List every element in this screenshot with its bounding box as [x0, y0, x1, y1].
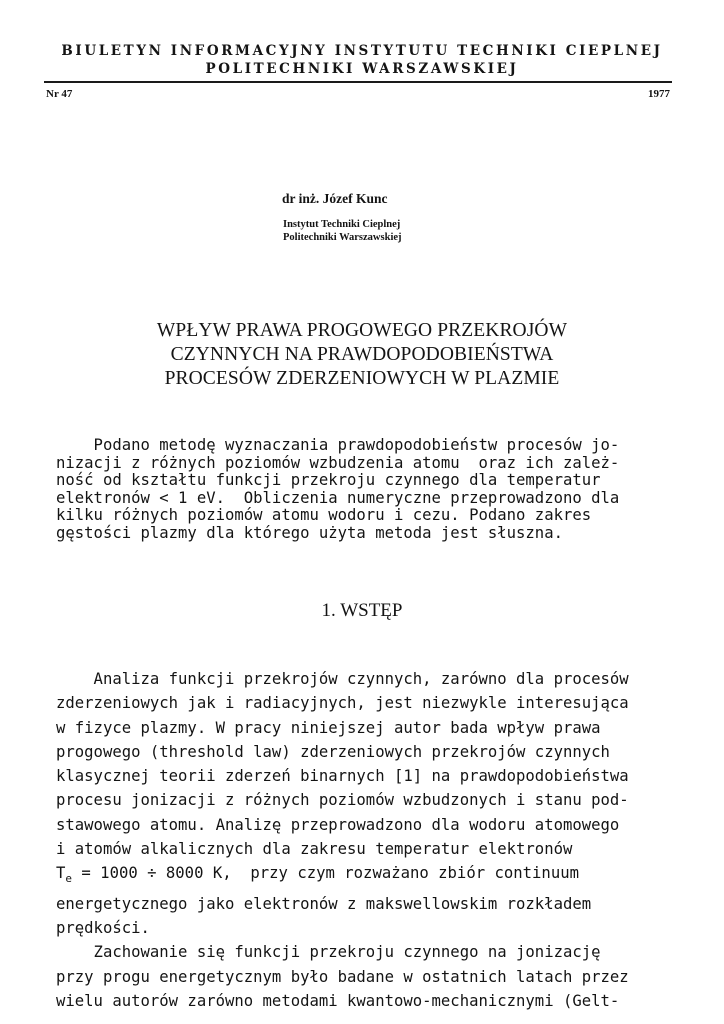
header-rule: [44, 81, 672, 83]
title-line2: CZYNNYCH NA PRAWDOPODOBIEŃSTWA: [170, 344, 554, 365]
body-line: zderzeniowych jak i radiacyjnych, jest niezwykle interesująca: [56, 694, 629, 713]
title-line1: WPŁYW PRAWA PROGOWEGO PRZEKROJÓW: [156, 320, 568, 341]
body-line: klasycznej teorii zderzeń binarnych [1] na prawdopodobieństwa: [56, 767, 629, 786]
abstract-line: gęstości plazmy dla którego użyta metoda jest słuszna.: [56, 523, 563, 542]
title-line3: PROCESÓW ZDERZENIOWYCH W PLAZMIE: [164, 368, 560, 389]
author-name: dr inż. Józef Kunc: [282, 191, 388, 206]
issue-number: Nr 47: [46, 88, 73, 100]
body-text: [56, 667, 629, 1013]
body-line: prędkości.: [56, 918, 150, 937]
affiliation-line1: Instytut Techniki Cieplnej: [283, 219, 401, 230]
body-line: stawowego atomu. Analizę przeprowadzono dla wodoru atomowego: [56, 815, 620, 834]
body-line: progowego (threshold law) zderzeniowych przekrojów czynnych: [56, 742, 610, 761]
body-line: i atomów alkalicznych dla zakresu temperatur elektronów: [56, 840, 573, 859]
body-line: wielu autorów zarówno metodami kwantowo-mechanicznymi (Gelt-: [56, 991, 620, 1010]
body-line: Analiza funkcji przekrojów czynnych, zarówno dla procesów: [56, 670, 629, 688]
paper-title: [80, 319, 644, 391]
journal-title-line2: POLITECHNIKI WARSZAWSKIEJ: [205, 61, 519, 77]
body-line: Zachowanie się funkcji przekroju czynnego na jonizację: [56, 943, 601, 962]
body-line: procesu jonizacji z różnych poziomów wzbudzonych i stanu pod-: [56, 791, 629, 810]
abstract-line: kilku różnych poziomów atomu wodoru i cezu. Podano zakres: [56, 506, 592, 524]
issue-year: 1977: [648, 88, 670, 100]
journal-title-line1: BIULETYN INFORMACYJNY INSTYTUTU TECHNIKI CIEPLNEJ: [61, 43, 663, 59]
abstract: [56, 437, 619, 542]
abstract-line: nizacji z różnych poziomów wzbudzenia atomu oraz ich zależ-: [56, 453, 620, 472]
temperature-symbol: T: [56, 864, 66, 883]
author-affiliation: [283, 218, 402, 244]
body-line-formula: [56, 861, 629, 891]
body-line: energetycznego jako elektronów z makswellowskim rozkładem: [56, 894, 592, 913]
formula-rest: = 1000 ÷ 8000 K, przy czym rozważano zbiór continuum: [72, 864, 579, 883]
section-heading: 1. WSTĘP: [321, 600, 403, 621]
abstract-line: elektronów < 1 eV. Obliczenia numeryczne przeprowadzono dla: [56, 488, 620, 507]
abstract-line: Podano metodę wyznaczania prawdopodobieństw procesów jo-: [56, 436, 620, 454]
body-line: w fizyce plazmy. W pracy niniejszej autor bada wpływ prawa: [56, 718, 601, 737]
temperature-subscript: e: [65, 872, 73, 886]
affiliation-line2: Politechniki Warszawskiej: [283, 232, 402, 243]
abstract-line: ność od kształtu funkcji przekroju czynnego dla temperatur: [56, 471, 601, 489]
body-line: przy progu energetycznym było badane w ostatnich latach przez: [56, 967, 629, 986]
journal-title: [40, 42, 684, 78]
